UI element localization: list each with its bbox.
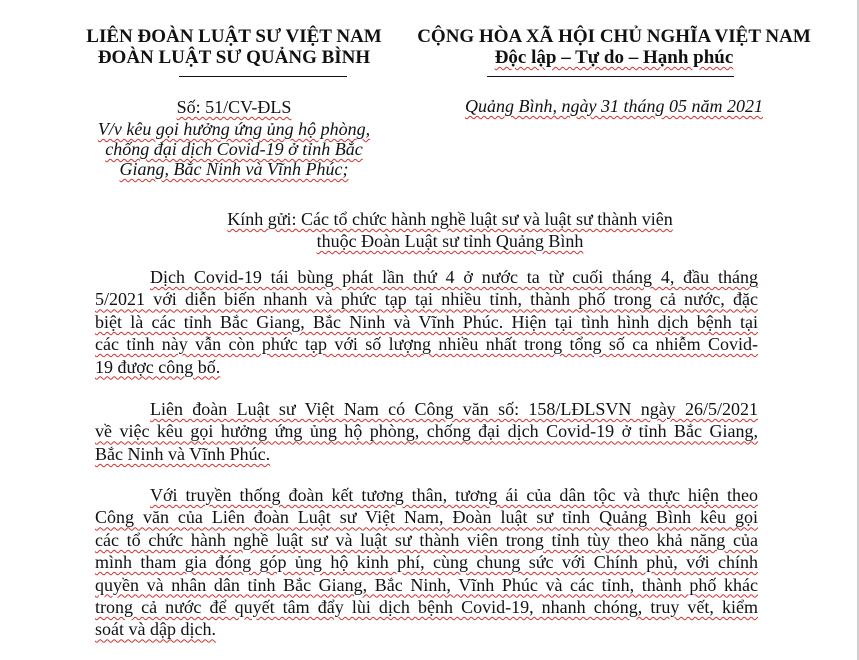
paragraph-line: 5/2021 với diễn biến nhanh và phức tạp tại nhiều tỉnh, thành phố trong cả nước, đặc — [95, 289, 758, 310]
paragraph-line: các tỉnh này vẫn còn phức tạp với số lượng nhiều nhất trong tổng số ca nhiễm Covid- — [95, 334, 758, 355]
recipient-line-1: Kính gửi: Các tổ chức hành nghề luật sư và luật sư thành viên — [227, 209, 673, 229]
paragraph-line: Công văn của Liên đoàn Luật sư Việt Nam, Đoàn luật sư tỉnh Quảng Bình kêu gọi — [95, 507, 758, 528]
paragraph-line: Với truyền thống đoàn kết tương thân, tương ái của dân tộc và thực hiện theo — [150, 485, 758, 505]
national-title: CỘNG HÒA XÃ HỘI CHỦ NGHĨA VIỆT NAM — [417, 26, 811, 47]
place-date-text: Quảng Bình, ngày 31 tháng 05 năm 2021 — [465, 96, 763, 116]
body-paragraph-1 — [95, 266, 758, 378]
paragraph-line: về việc kêu gọi hưởng ứng ủng hộ phòng, chống đại dịch Covid-19 ở tỉnh Bắc Giang, — [95, 421, 758, 442]
paragraph-line: trong cả nước để quyết tâm đẩy lùi dịch bệnh Covid-19, nhanh chóng, truy vết, kiểm — [95, 597, 758, 618]
document-number-text: Số: 51/CV-ĐLS — [176, 97, 292, 117]
subject-line-3: Giang, Bắc Ninh và Vĩnh Phúc; — [119, 159, 349, 179]
body-paragraph-2 — [95, 398, 758, 465]
document-number — [64, 96, 404, 118]
issuer-line-1: LIÊN ĐOÀN LUẬT SƯ VIỆT NAM — [86, 26, 382, 47]
paragraph-line: 19 được công bố. — [95, 356, 221, 377]
place-date — [404, 95, 824, 117]
issuer-header — [64, 26, 404, 68]
body-paragraph-3 — [95, 484, 758, 641]
issuer-line-2: ĐOÀN LUẬT SƯ QUẢNG BÌNH — [97, 47, 371, 68]
paragraph-line: Dịch Covid-19 tái bùng phát lần thứ 4 ở nước ta từ cuối tháng 4, đầu tháng — [150, 267, 758, 287]
subject-line-2: chống đại dịch Covid-19 ở tỉnh Bắc — [105, 139, 363, 159]
paragraph-line: quyền và nhân dân tỉnh Bắc Giang, Bắc Ninh, Vĩnh Phúc và các tỉnh, thành phố khác — [95, 574, 758, 595]
national-motto — [404, 47, 824, 68]
paragraph-line: soát và dập dịch. — [95, 619, 216, 640]
recipient-block — [150, 208, 750, 252]
paragraph-line: các tổ chức hành nghề luật sư và luật sư thành viên trong tỉnh tùy theo khả năng của — [95, 529, 758, 550]
national-motto-text: Độc lập – Tự do – Hạnh phúc — [494, 47, 734, 68]
national-header — [404, 26, 824, 68]
paragraph-line: Bắc Ninh và Vĩnh Phúc. — [95, 443, 271, 464]
issuer-divider — [179, 76, 347, 77]
paragraph-line: Liên đoàn Luật sư Việt Nam có Công văn số: 158/LĐLSVN ngày 26/5/2021 — [150, 399, 758, 419]
motto-divider — [487, 76, 734, 77]
subject-line-1: V/v kêu gọi hưởng ứng ủng hộ phòng, — [97, 119, 371, 139]
document-subject — [64, 119, 404, 179]
paragraph-line: biệt là các tỉnh Bắc Giang, Bắc Ninh và Vĩnh Phúc. Hiện tại tình hình dịch bệnh tại — [95, 311, 758, 332]
recipient-line-2: thuộc Đoàn Luật sư tỉnh Quảng Bình — [316, 231, 584, 251]
paragraph-line: mình tham gia đóng góp ủng hộ kinh phí, cùng chung sức với Chính phủ, với chính — [95, 552, 758, 573]
